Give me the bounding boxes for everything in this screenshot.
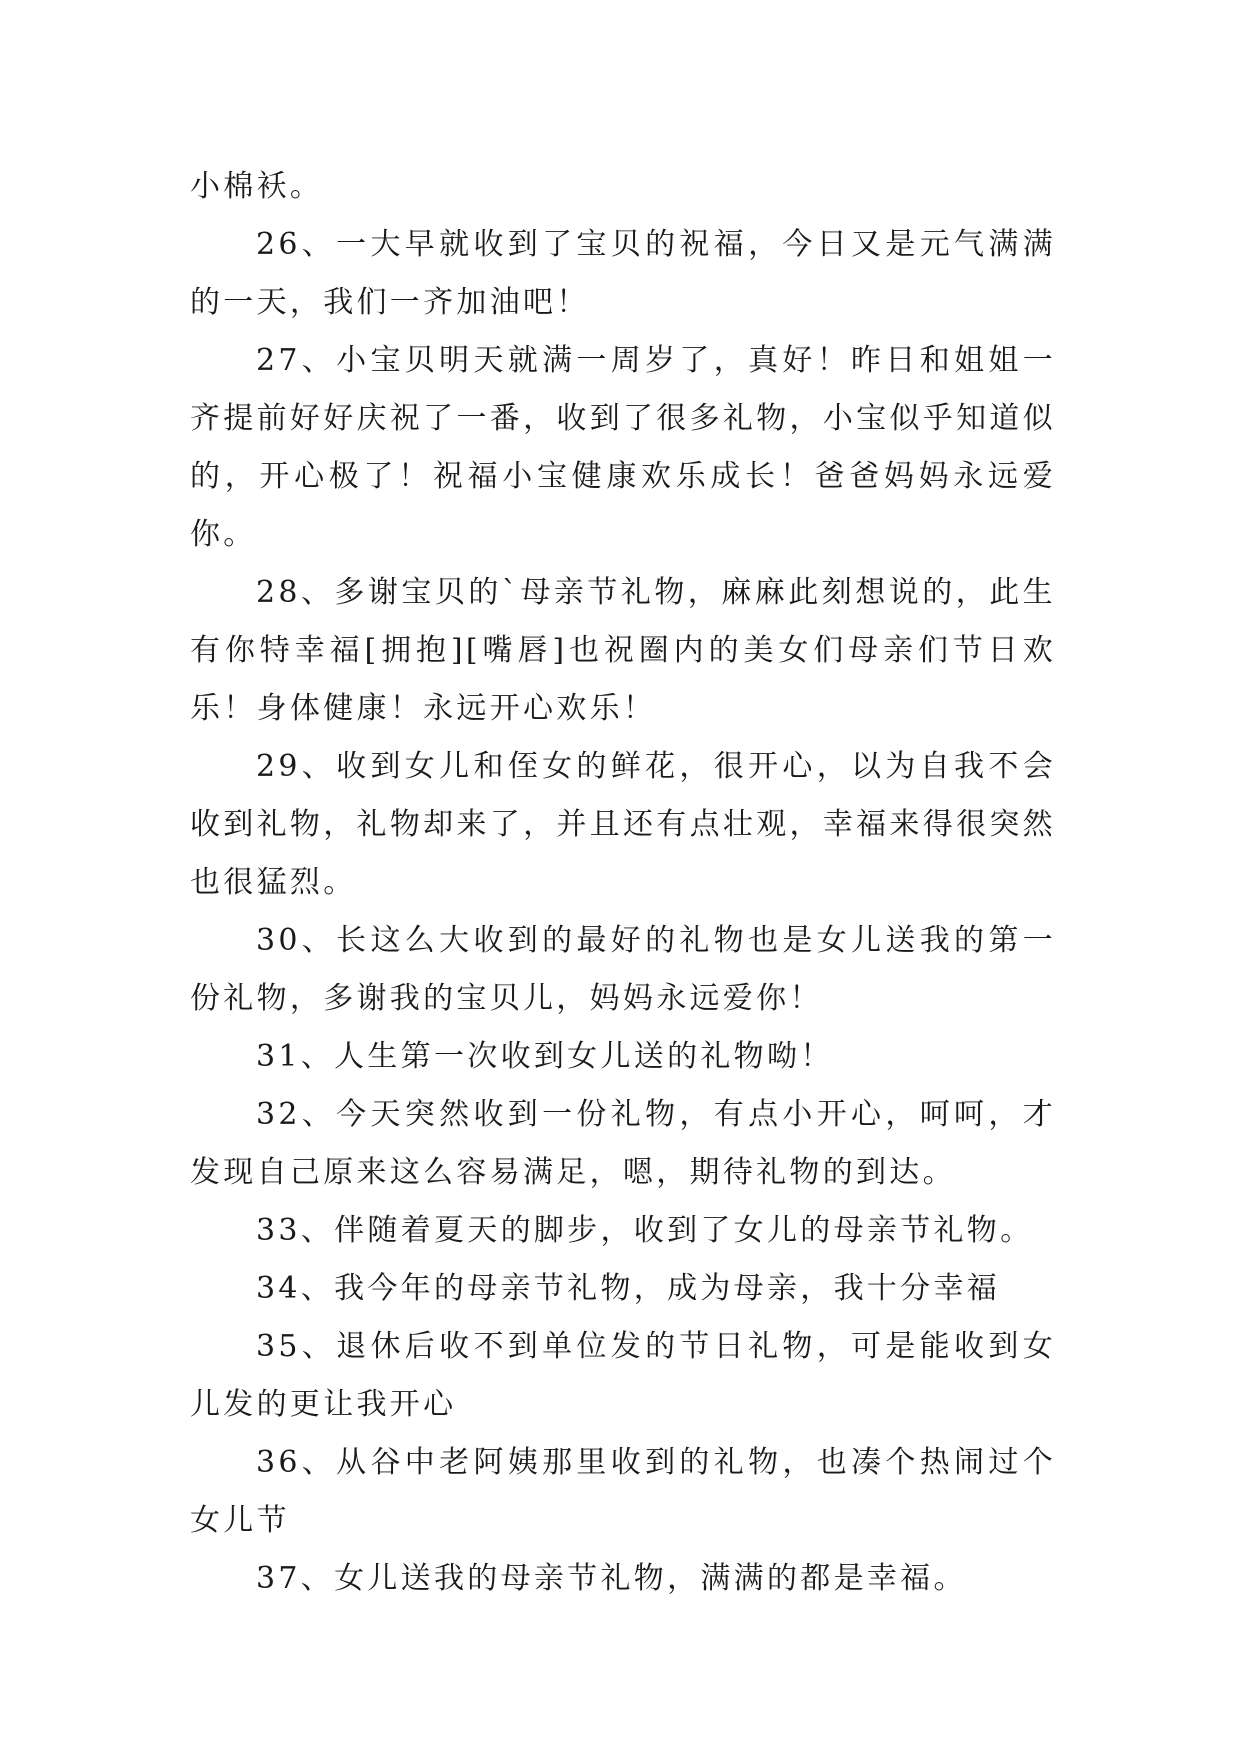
- paragraph-36: 36、从谷中老阿姨那里收到的礼物，也凑个热闹过个女儿节: [190, 1445, 1056, 1538]
- paragraph-33: 33、伴随着夏天的脚步，收到了女儿的母亲节礼物。: [256, 1213, 1034, 1248]
- paragraph-29: 29、收到女儿和侄女的鲜花，很开心，以为自我不会收到礼物，礼物却来了，并且还有点壮观，幸福来得很突然也很猛烈。: [190, 749, 1056, 900]
- paragraph-37: 37、女儿送我的母亲节礼物，满满的都是幸福。: [256, 1561, 967, 1596]
- paragraph-32: 32、今天突然收到一份礼物，有点小开心，呵呵，才发现自己原来这么容易满足，嗯，期待礼物的到达。: [190, 1097, 1056, 1190]
- paragraph-28: 28、多谢宝贝的`母亲节礼物，麻麻此刻想说的，此生有你特幸福[拥抱][嘴唇]也祝圈内的美女们母亲们节日欢乐！身体健康！永远开心欢乐！: [190, 575, 1056, 726]
- document-body: [190, 158, 1056, 1608]
- paragraph-27: 27、小宝贝明天就满一周岁了，真好！昨日和姐姐一齐提前好好庆祝了一番，收到了很多礼物，小宝似乎知道似的，开心极了！祝福小宝健康欢乐成长！爸爸妈妈永远爱你。: [190, 343, 1056, 552]
- paragraph-30: 30、长这么大收到的最好的礼物也是女儿送我的第一份礼物，多谢我的宝贝儿，妈妈永远爱你！: [190, 923, 1056, 1016]
- paragraph-35: 35、退休后收不到单位发的节日礼物，可是能收到女儿发的更让我开心: [190, 1329, 1056, 1422]
- paragraph-26: 26、一大早就收到了宝贝的祝福，今日又是元气满满的一天，我们一齐加油吧！: [190, 227, 1056, 320]
- paragraph-34: 34、我今年的母亲节礼物，成为母亲，我十分幸福: [256, 1271, 1001, 1306]
- paragraph-31: 31、人生第一次收到女儿送的礼物呦！: [256, 1039, 834, 1074]
- continuation-paragraph: 小棉袄。: [190, 169, 324, 204]
